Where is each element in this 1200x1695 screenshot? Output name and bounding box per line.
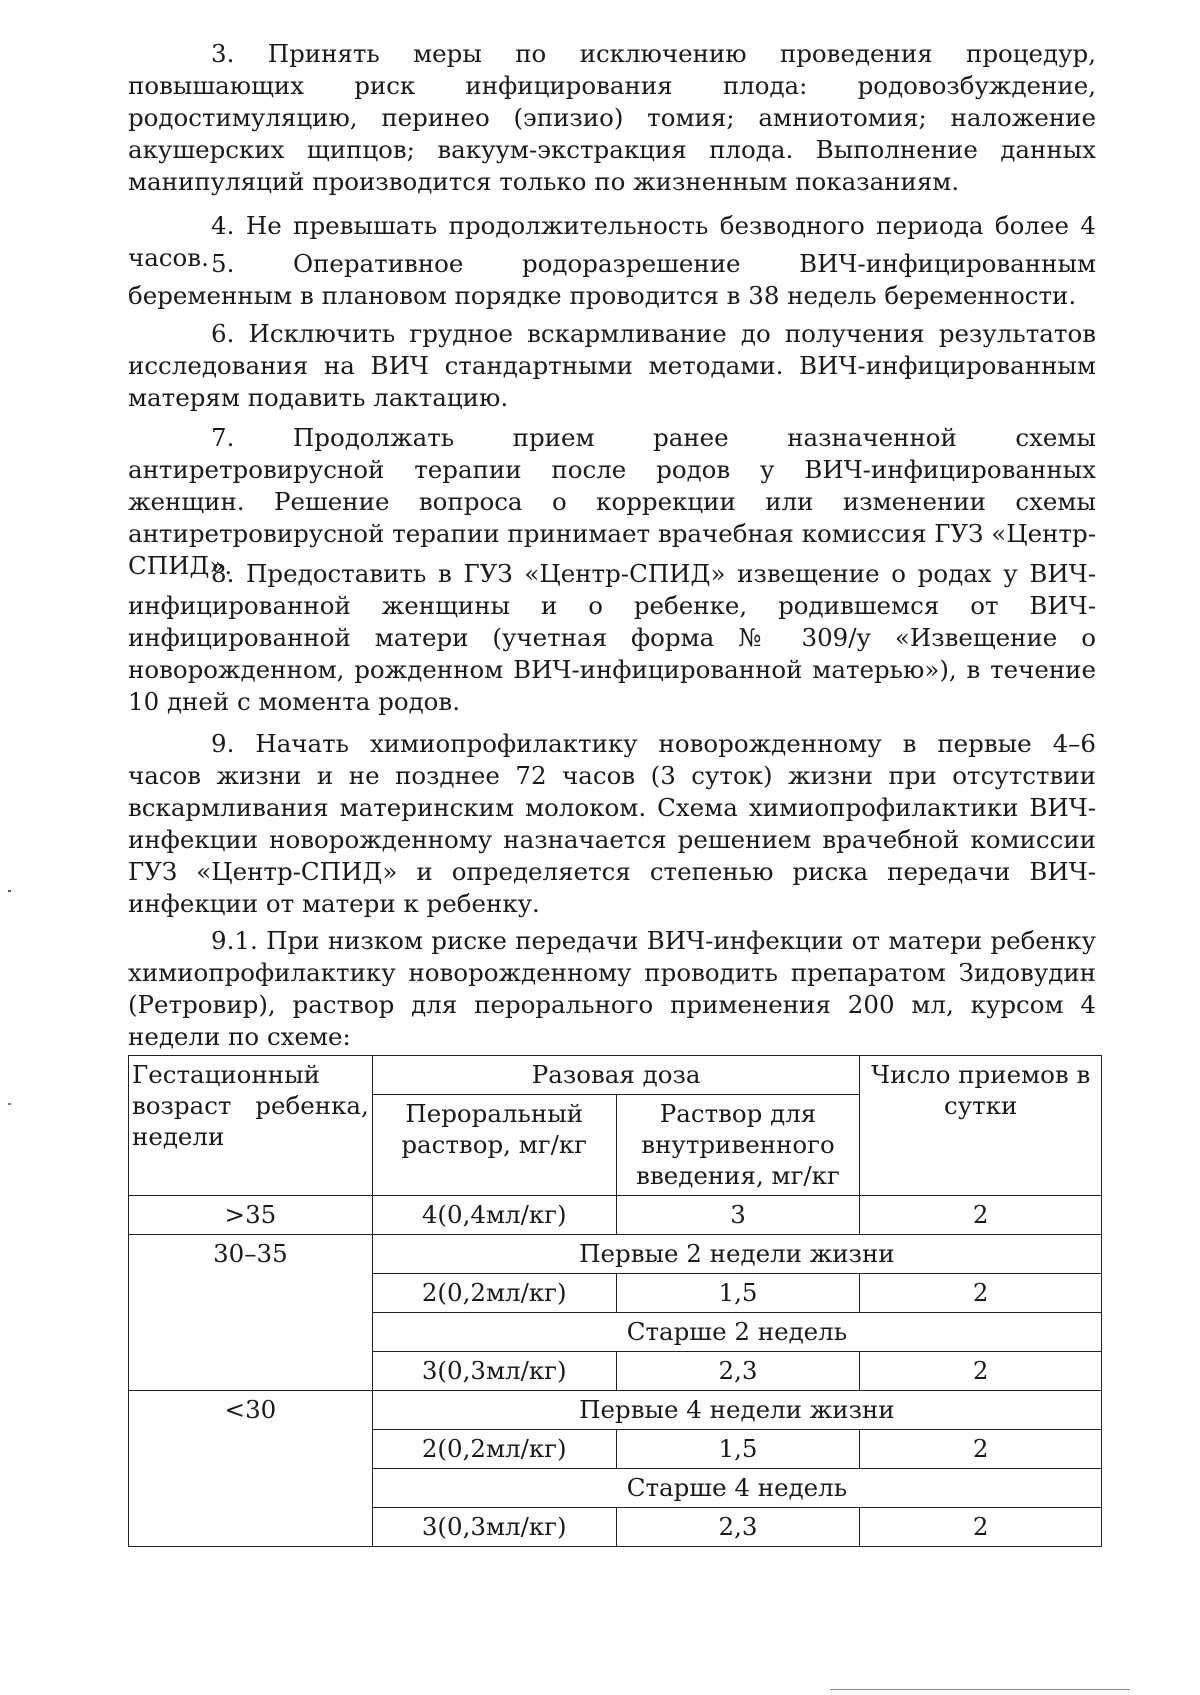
- paragraph-6: 6. Исключить грудное вскармливание до получения результатов исследования на ВИЧ стандартными методами. ВИЧ-инфицированным матерям подавить лактацию.: [128, 319, 1096, 412]
- table-row: [129, 1391, 1102, 1430]
- scan-speck: [8, 1103, 11, 1105]
- cell-times: 2: [860, 1508, 1102, 1547]
- cell-period-span: Старше 2 недель: [372, 1313, 1101, 1352]
- cell-iv: 1,5: [616, 1430, 860, 1469]
- header-age-line1: Гестационный: [132, 1060, 320, 1089]
- cell-times: 2: [860, 1430, 1102, 1469]
- paragraph-9-1: 9.1. При низком риске передачи ВИЧ-инфекции от матери ребенку химиопрофилактику новорожденному проводить препаратом Зидовудин (Ретровир), раствор для перорального применения 200 мл, курсом 4 недели по схеме:: [128, 926, 1096, 1051]
- table-row: [129, 1196, 1102, 1235]
- paragraph-7: 7. Продолжать прием ранее назначенной схемы антиретровирусной терапии после родов у ВИЧ-инфицированных женщин. Решение вопроса о коррекции или изменении схемы антиретровирусной терапии принимает врачебная комиссия ГУЗ «Центр-СПИД».: [128, 423, 1096, 580]
- table-row: [129, 1235, 1102, 1274]
- header-times-per-day: Число приемов в сутки: [860, 1056, 1102, 1196]
- header-oral-solution: Пероральный раствор, мг/кг: [372, 1095, 616, 1196]
- paragraph-5: 5. Оперативное родоразрешение ВИЧ-инфицированным беременным в плановом порядке проводится в 38 недель беременности.: [128, 249, 1096, 310]
- cell-oral: 2(0,2мл/кг): [372, 1274, 616, 1313]
- cell-period-span: Первые 4 недели жизни: [372, 1391, 1101, 1430]
- cell-oral: 3(0,3мл/кг): [372, 1352, 616, 1391]
- header-single-dose: Разовая доза: [372, 1056, 860, 1095]
- cell-iv: 3: [616, 1196, 860, 1235]
- cell-age: <30: [129, 1391, 373, 1547]
- cell-times: 2: [860, 1274, 1102, 1313]
- scan-speck: [8, 890, 11, 892]
- cell-times: 2: [860, 1352, 1102, 1391]
- footer-rule: [830, 1689, 1130, 1690]
- header-gestational-age: [129, 1056, 373, 1196]
- cell-iv: 1,5: [616, 1274, 860, 1313]
- cell-iv: 2,3: [616, 1352, 860, 1391]
- header-iv-solution: Раствор для внутривенного введения, мг/кг: [616, 1095, 860, 1196]
- paragraph-8: 8. Предоставить в ГУЗ «Центр-СПИД» извещение о родах у ВИЧ-инфицированной женщины и о ребенке, родившемся от ВИЧ-инфицированной матери (учетная форма № 309/у «Извещение о новорожденном, рожденном ВИЧ-инфицированной матерью»), в течение 10 дней с момента родов.: [128, 559, 1096, 716]
- cell-oral: 3(0,3мл/кг): [372, 1508, 616, 1547]
- table-header-row: [129, 1056, 1102, 1095]
- header-age-line2: возраст ребенка,: [132, 1091, 369, 1120]
- cell-age: >35: [129, 1196, 373, 1235]
- cell-oral: 4(0,4мл/кг): [372, 1196, 616, 1235]
- cell-period-span: Первые 2 недели жизни: [372, 1235, 1101, 1274]
- cell-iv: 2,3: [616, 1508, 860, 1547]
- dosage-table: [128, 1055, 1102, 1547]
- paragraph-3: 3. Принять меры по исключению проведения процедур, повышающих риск инфицирования плода: родовозбуждение, родостимуляцию, перинео (эпизио) томия; амниотомия; наложение акушерских щипцов; вакуум-экстракция плода. Выполнение данных манипуляций производится только по жизненным показаниям.: [128, 39, 1096, 196]
- cell-times: 2: [860, 1196, 1102, 1235]
- cell-period-span: Старше 4 недель: [372, 1469, 1101, 1508]
- header-age-line3: недели: [132, 1122, 225, 1151]
- cell-oral: 2(0,2мл/кг): [372, 1430, 616, 1469]
- paragraph-4: 4. Не превышать продолжительность безводного периода более 4 часов.: [128, 211, 1096, 272]
- paragraph-9: 9. Начать химиопрофилактику новорожденному в первые 4–6 часов жизни и не позднее 72 часов (3 суток) жизни при отсутствии вскармливания материнским молоком. Схема химиопрофилактики ВИЧ-инфекции новорожденному назначается решением врачебной комиссии ГУЗ «Центр-СПИД» и определяется степенью риска передачи ВИЧ-инфекции от матери к ребенку.: [128, 729, 1096, 918]
- cell-age: 30–35: [129, 1235, 373, 1391]
